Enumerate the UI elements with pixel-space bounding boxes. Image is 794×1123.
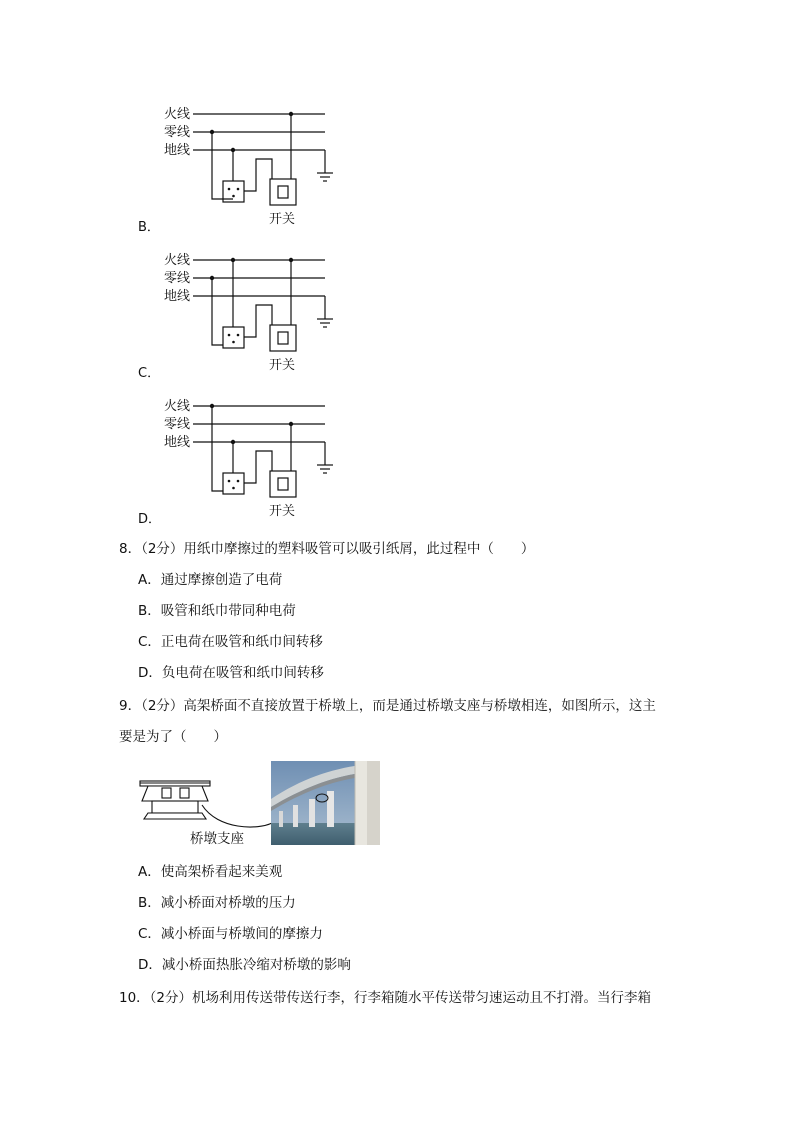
label-ground-wire: 地线	[164, 143, 191, 158]
option-b-label: B．	[138, 220, 160, 235]
question-10-stem-line1: 10．（2分）机场利用传送带传送行李，行李箱随水平传送带匀速运动且不打滑。当行李箱	[119, 990, 652, 1006]
q8-option-b: B．吸管和纸巾带同种电荷	[138, 603, 296, 619]
label-live-wire: 火线	[164, 107, 191, 122]
q8-option-a: A．通过摩擦创造了电荷	[138, 572, 283, 588]
option-c-label: C．	[138, 366, 161, 381]
q8-option-d: D．负电荷在吸管和纸巾间转移	[138, 665, 324, 681]
label-neutral-wire: 零线	[164, 271, 191, 286]
label-switch: 开关	[269, 212, 296, 227]
circuit-diagram-b	[160, 103, 340, 228]
label-ground-wire: 地线	[164, 289, 191, 304]
label-neutral-wire: 零线	[164, 125, 191, 140]
label-switch: 开关	[269, 358, 296, 373]
question-9-stem-line2: 要是为了（ ）	[119, 729, 227, 745]
q9-option-b: B．减小桥面对桥墩的压力	[138, 895, 296, 911]
circuit-diagram-c	[160, 249, 340, 374]
question-8-stem: 8．（2分）用纸巾摩擦过的塑料吸管可以吸引纸屑，此过程中（ ）	[119, 541, 535, 557]
viaduct-photo	[271, 761, 380, 845]
label-live-wire: 火线	[164, 399, 191, 414]
circuit-diagram-d	[160, 395, 340, 520]
label-neutral-wire: 零线	[164, 417, 191, 432]
q9-option-d: D．减小桥面热胀冷缩对桥墩的影响	[138, 957, 351, 973]
label-live-wire: 火线	[164, 253, 191, 268]
label-switch: 开关	[269, 504, 296, 519]
bridge-bearing-label: 桥墩支座	[190, 831, 244, 847]
question-9-stem-line1: 9．（2分）高架桥面不直接放置于桥墩上，而是通过桥墩支座与桥墩相连，如图所示，这主	[119, 698, 656, 714]
q9-option-c: C．减小桥面与桥墩间的摩擦力	[138, 926, 323, 942]
q8-option-c: C．正电荷在吸管和纸巾间转移	[138, 634, 323, 650]
q9-option-a: A．使高架桥看起来美观	[138, 864, 283, 880]
option-d-label: D．	[138, 512, 162, 527]
label-ground-wire: 地线	[164, 435, 191, 450]
